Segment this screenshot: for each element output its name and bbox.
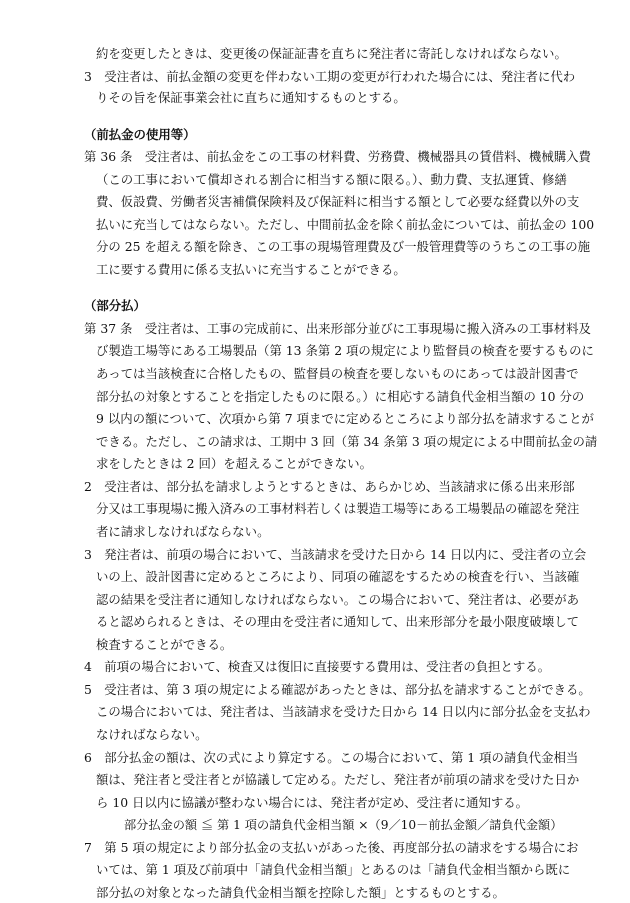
section-heading: （部分払） xyxy=(84,298,146,314)
text-line: 9 以内の額について、次項から第 7 項までに定めるところにより部分払を請求することが xyxy=(96,411,594,426)
paragraph-line: 6 部分払金の額は、次の式により算定する。この場合において、第 1 項の請負代金相当 xyxy=(84,749,579,765)
paragraph-line: 4 前項の場合において、検査又は復旧に直接要する費用は、受注者の負担とする。 xyxy=(84,659,551,675)
text-line: 分の 25 を超える額を除き、この工事の現場管理費及び一般管理費等のうちこの工事の施 xyxy=(96,239,590,255)
text-line: あっては当該検査に合格したもの、監督員の検査を要しないものにあっては設計図書で xyxy=(96,365,579,381)
paragraph-line: 3 発注者は、前項の場合において、当該請求を受けた日から 14 日以内に、受注者の立会 xyxy=(84,546,587,562)
text-line: 払いに充当してはならない。ただし、中間前払金を除く前払金については、前払金の 100 xyxy=(96,216,595,232)
text-line: 額は、発注者と受注者とが協議して定める。ただし、発注者が前項の請求を受けた日か xyxy=(96,772,580,788)
text-line: いては、第 1 項及び前項中「請負代金相当額」とあるのは「請負代金相当額から既に xyxy=(96,862,571,878)
text-line: りその旨を保証事業会社に直ちに通知するものとする。 xyxy=(96,90,406,106)
text-line: 部分払の対象とすることを指定したものに限る。）に相応する請負代金相当額の 10 分の xyxy=(96,388,585,404)
text-line: 者に請求しなければならない。 xyxy=(96,523,270,539)
text-line: （この工事において償却される割合に相当する額に限る。）、動力費、支払運賃、修繕 xyxy=(96,171,567,187)
formula-line: 部分払金の額 ≦ 第 1 項の請負代金相当額 ×（9／10－前払金額／請負代金額） xyxy=(124,818,563,833)
text-line: 認の結果を受注者に通知しなければならない。この場合において、発注者は、必要があ xyxy=(96,591,579,607)
paragraph-line: 5 受注者は、第 3 項の規定による確認があったときは、部分払を請求することができる。 xyxy=(84,681,591,697)
text-line: ら 10 日以内に協議が整わない場合には、発注者が定め、受注者に通知する。 xyxy=(96,794,529,810)
text-line: この場合においては、発注者は、当該請求を受けた日から 14 日以内に部分払金を支払わ xyxy=(96,704,591,720)
text-line: 工に要する費用に係る支払いに充当することができる。 xyxy=(96,261,406,277)
text-line: 求をしたときは 2 回）を超えることができない。 xyxy=(96,456,372,472)
text-line: び製造工場等にある工場製品（第 13 条第 2 項の規定により監督員の検査を要するものに xyxy=(96,343,594,359)
paragraph-line: 7 第 5 項の規定により部分払金の支払いがあった後、再度部分払の請求をする場合にお xyxy=(84,839,579,855)
text-line: 約を変更したときは、変更後の保証証書を直ちに発注者に寄託しなければならない。 xyxy=(96,46,567,61)
article-line: 第 36 条 受注者は、前払金をこの工事の材料費、労務費、機械器具の賃借料、機械購入費 xyxy=(84,149,591,164)
text-line: 3 受注者は、前払金額の変更を伴わない工期の変更が行われた場合には、発注者に代わ xyxy=(84,68,576,84)
article-line: 第 37 条 受注者は、工事の完成前に、出来形部分並びに工事現場に搬入済みの工事材料及 xyxy=(84,320,591,336)
text-line: 部分払の対象となった請負代金相当額を控除した額」とするものとする。 xyxy=(96,885,505,900)
text-line: 分又は工事現場に搬入済みの工事材料若しくは製造工場等にある工場製品の確認を発注 xyxy=(96,501,580,517)
text-line: なければならない。 xyxy=(96,727,208,742)
section-heading: （前払金の使用等） xyxy=(84,126,196,142)
text-line: できる。ただし、この請求は、工期中 3 回（第 34 条第 3 項の規定による中間前払金の請 xyxy=(96,433,598,449)
text-line: ると認められるときは、その理由を受注者に通知して、出来形部分を最小限度破壊して xyxy=(96,614,579,630)
text-line: いの上、設計図書に定めるところにより、同項の確認をするための検査を行い、当該確 xyxy=(96,569,580,584)
text-line: 費、仮設費、労働者災害補償保険料及び保証料に相当する額として必要な経費以外の支 xyxy=(96,194,580,210)
paragraph-line: 2 受注者は、部分払を請求しようとするときは、あらかじめ、当該請求に係る出来形部 xyxy=(84,478,575,494)
text-line: 検査することができる。 xyxy=(96,636,233,652)
